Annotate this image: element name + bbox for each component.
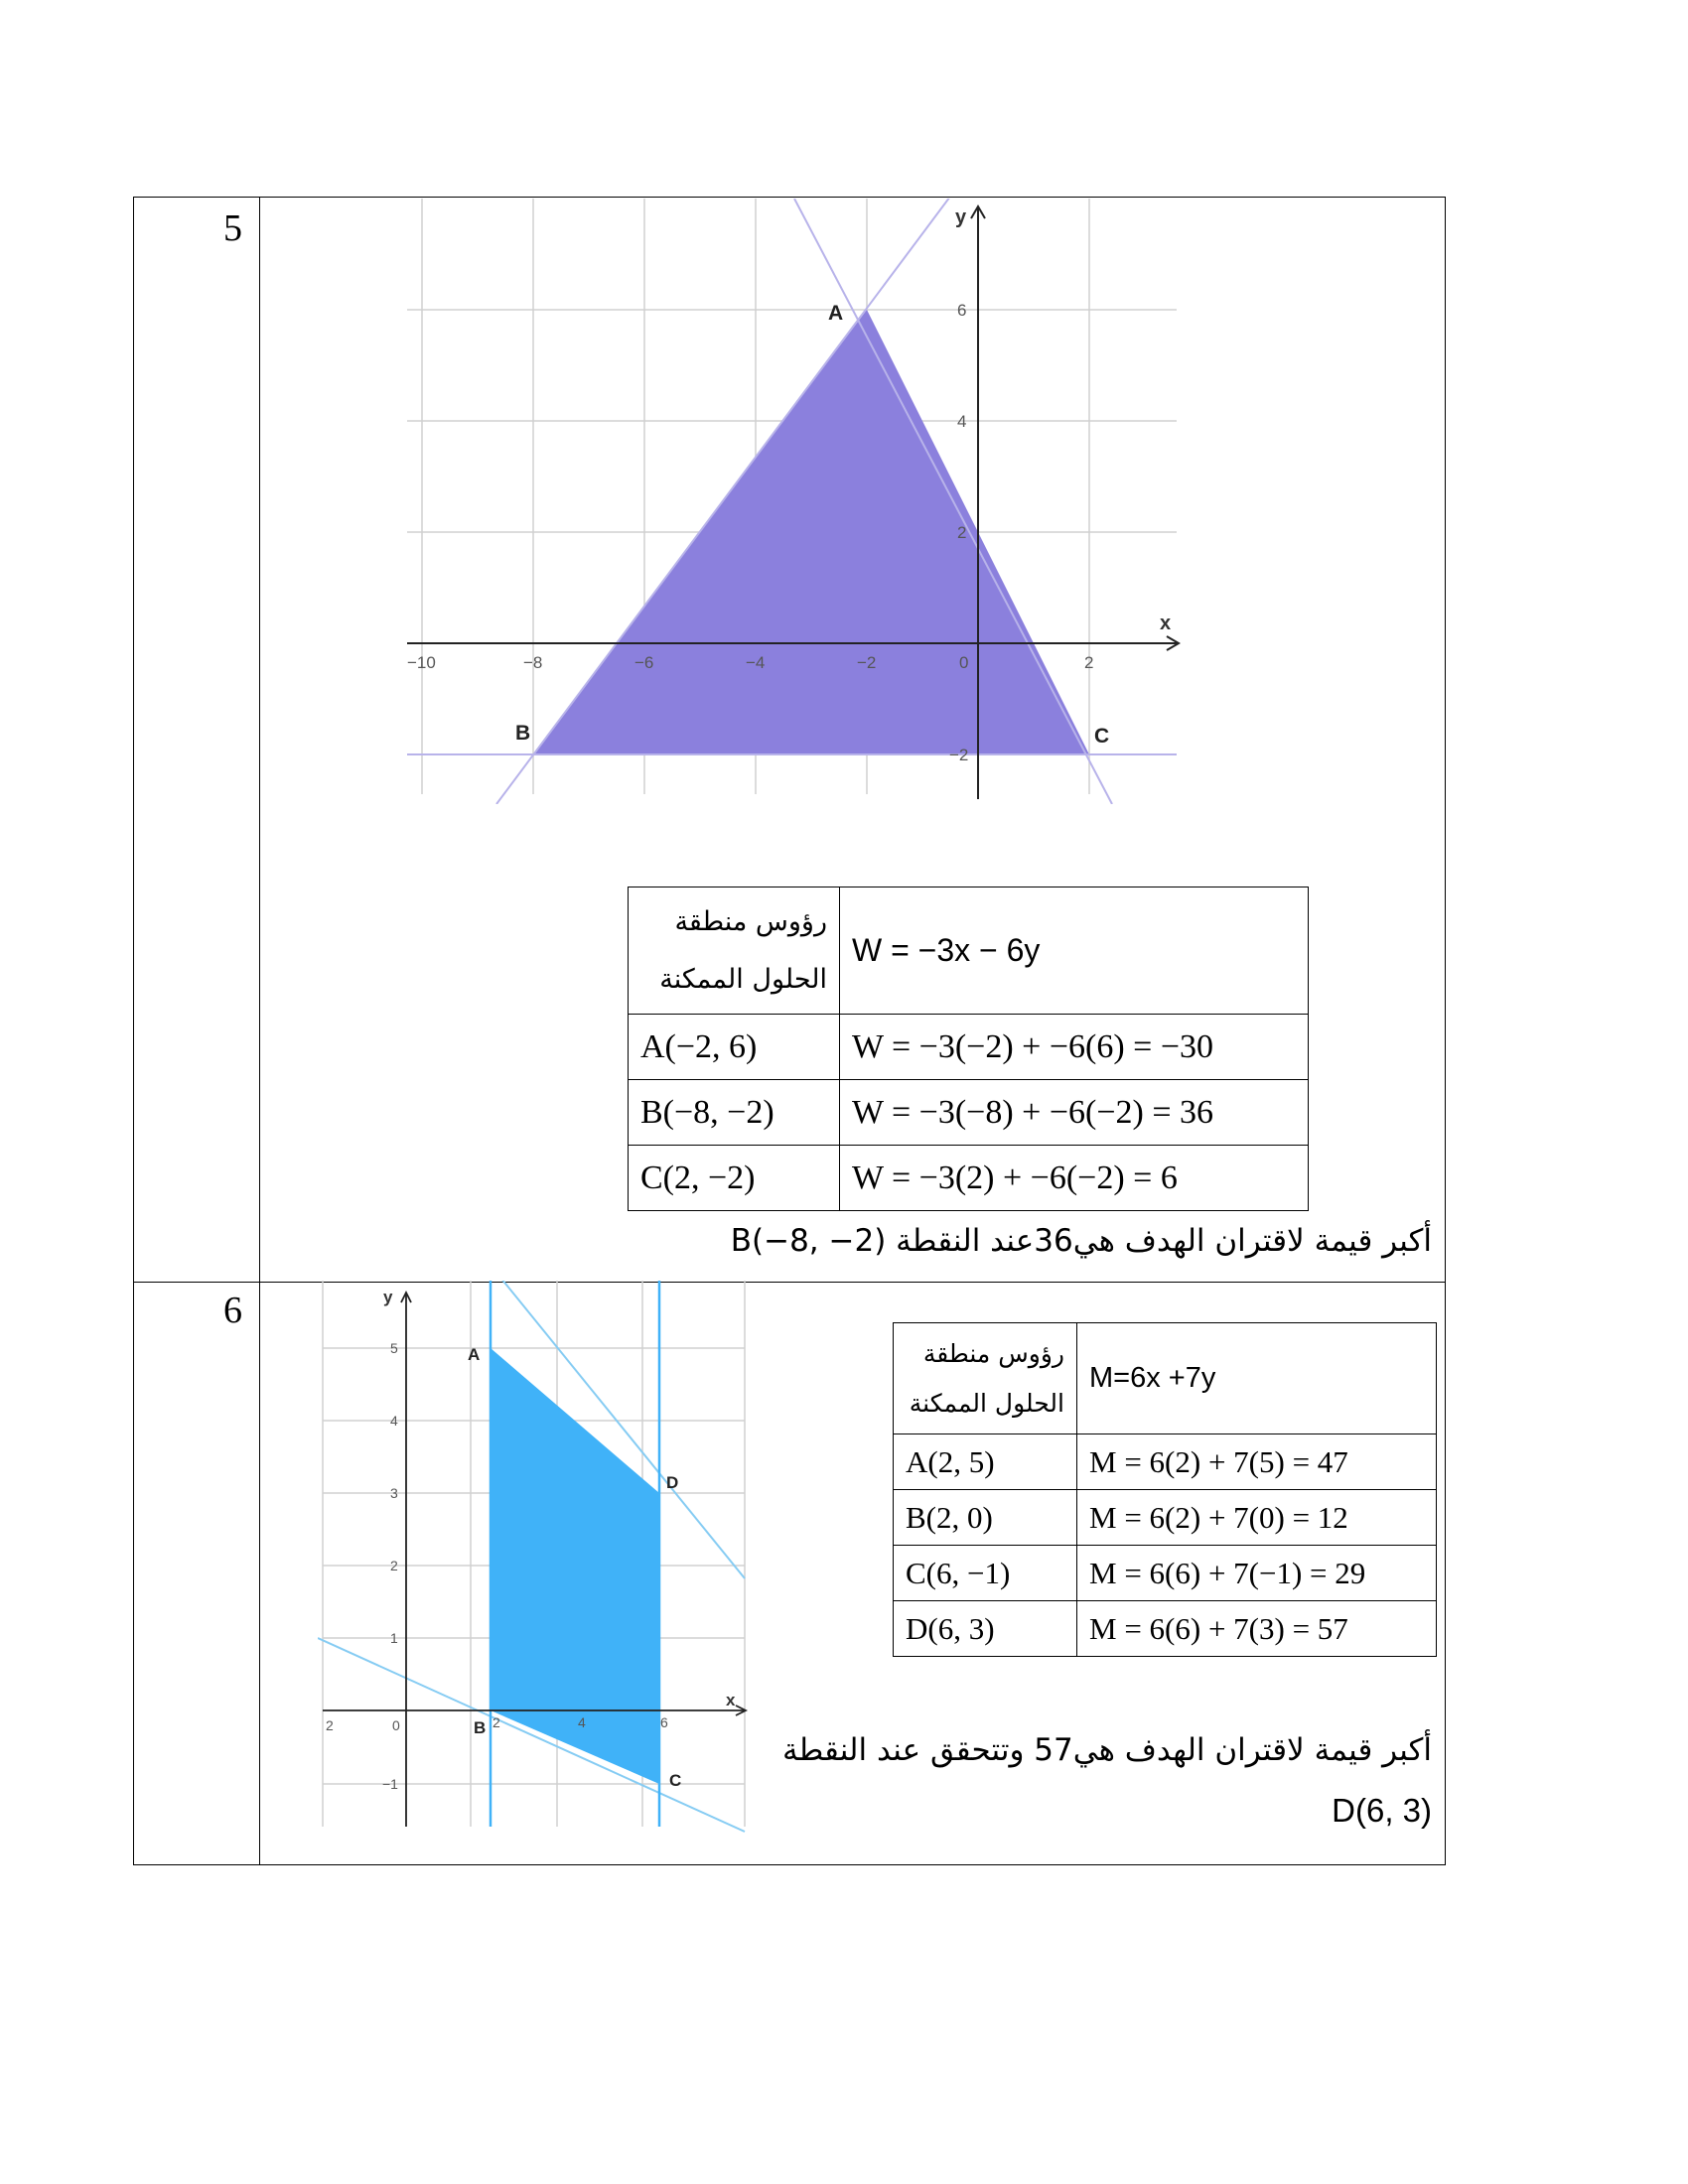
conclusion-6-line1: أكبر قيمة لاقتران الهدف هي57 وتتحقق عند النقطة (781, 1732, 1432, 1768)
x-tick: 2 (1084, 653, 1094, 672)
y-tick: 4 (957, 412, 967, 431)
vertex-label: B (474, 1718, 487, 1737)
objective-table-6 (893, 1322, 1437, 1657)
column-divider (259, 198, 260, 1864)
problem-number-5: 5 (223, 207, 242, 249)
y-tick: 2 (390, 1558, 398, 1573)
value-cell: W = −3(−8) + −6(−2) = 36 (840, 1080, 1309, 1146)
vertex-label: C (669, 1771, 682, 1790)
x-tick: −8 (523, 653, 543, 672)
y-tick: 5 (390, 1340, 398, 1356)
x-axis-label: x (726, 1691, 736, 1709)
y-tick: −1 (382, 1776, 398, 1792)
x-axis-label: x (1160, 613, 1172, 634)
vertices-header: رؤوس منطقة الحلول الممكنة (629, 887, 840, 1015)
vertex-label: B (515, 722, 531, 745)
y-tick: 2 (957, 523, 967, 542)
x-tick: 0 (959, 653, 969, 672)
y-axis-label: y (383, 1288, 393, 1306)
objective-table-5 (628, 887, 1309, 1211)
x-tick: −10 (407, 653, 436, 672)
vertex-cell: A(−2, 6) (629, 1015, 840, 1080)
vertex-label: A (468, 1345, 481, 1364)
vertex-cell: B(2, 0) (894, 1490, 1077, 1546)
y-tick: −2 (949, 746, 969, 764)
vertex-cell: D(6, 3) (894, 1601, 1077, 1657)
value-cell: M = 6(6) + 7(−1) = 29 (1077, 1546, 1437, 1601)
value-cell: M = 6(2) + 7(5) = 47 (1077, 1434, 1437, 1490)
y-tick: 3 (390, 1485, 398, 1501)
value-cell: W = −3(2) + −6(−2) = 6 (840, 1146, 1309, 1211)
vertex-label: C (1094, 725, 1110, 748)
vertex-cell: C(6, −1) (894, 1546, 1077, 1601)
objective-header: W = −3x − 6y (840, 887, 1309, 1015)
conclusion-5: أكبر قيمة لاقتران الهدف هي36عند النقطة (2− ,8−)B (730, 1223, 1432, 1259)
conclusion-6-line2: D(6, 3) (1332, 1792, 1432, 1829)
x-tick: −4 (746, 653, 766, 672)
objective-header: M=6x +7y (1077, 1323, 1437, 1434)
vertex-cell: C(2, −2) (629, 1146, 840, 1211)
value-cell: M = 6(6) + 7(3) = 57 (1077, 1601, 1437, 1657)
y-tick: 1 (390, 1630, 398, 1646)
vertices-header: رؤوس منطقة الحلول الممكنة (894, 1323, 1077, 1434)
x-tick: 0 (392, 1717, 400, 1733)
vertex-cell: B(−8, −2) (629, 1080, 840, 1146)
x-tick: 2 (492, 1714, 500, 1730)
vertex-cell: A(2, 5) (894, 1434, 1077, 1490)
feasible-region (491, 1348, 659, 1784)
x-tick: 2 (326, 1717, 334, 1733)
x-tick: −6 (634, 653, 654, 672)
x-tick: 4 (578, 1714, 586, 1730)
x-tick: −2 (857, 653, 877, 672)
y-tick: 6 (957, 301, 967, 320)
y-tick: 4 (390, 1413, 398, 1429)
y-axis-label: y (955, 206, 967, 228)
x-tick: 6 (660, 1714, 668, 1730)
feasible-region-graph-5 (397, 199, 1192, 804)
value-cell: M = 6(2) + 7(0) = 12 (1077, 1490, 1437, 1546)
vertex-label: D (666, 1473, 679, 1492)
problem-number-6: 6 (223, 1290, 242, 1331)
value-cell: W = −3(−2) + −6(6) = −30 (840, 1015, 1309, 1080)
vertex-label: A (828, 302, 844, 325)
